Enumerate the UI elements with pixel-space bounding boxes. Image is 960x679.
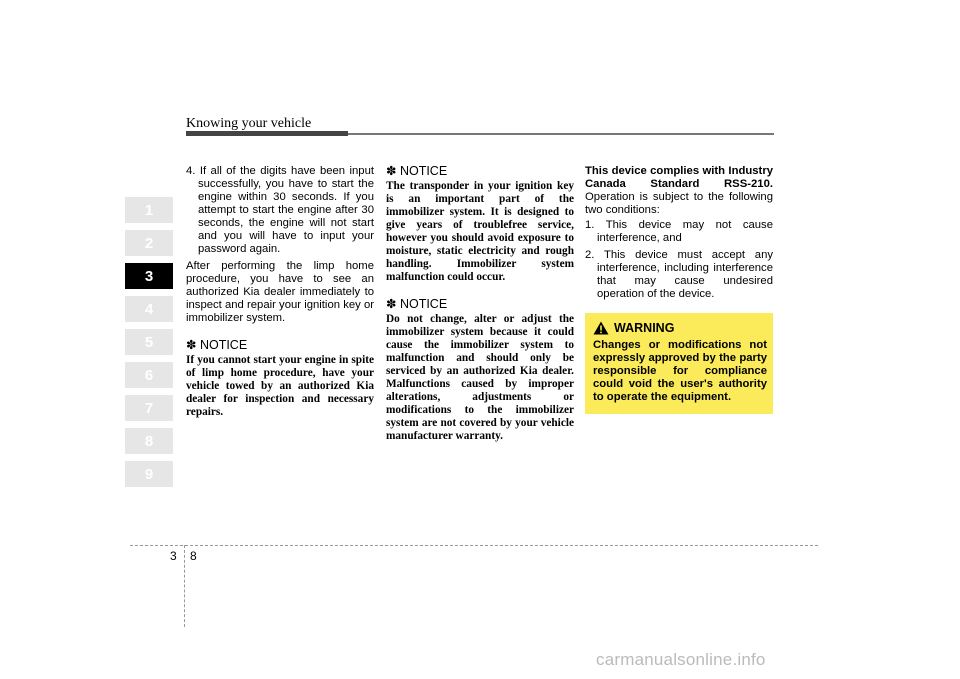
notice-1-body: The transponder in your ignition key is an important part of the immobilizer system. It is designed to give years of troublefree service, however you should avoid exposure to moisture, static electricity and rough handling. Immobilizer system malfunction could occur. <box>386 180 574 283</box>
notice-body: If you cannot start your engine in spite of limp home procedure, have your vehicle towed by an authorized Kia dealer for inspection and necessary repairs. <box>186 354 374 418</box>
chapter-tab-8[interactable]: 8 <box>125 428 173 454</box>
notice-2-body: Do not change, alter or adjust the immobilizer system because it could cause the immobilizer system to malfunction and should only be serviced by an authorized Kia dealer. Malfunctions caused by improper alterations, adjustments or modifications to the immobilizer system are not covered by your vehicle manufacturer warranty. <box>386 313 574 442</box>
chapter-tab-1[interactable]: 1 <box>125 197 173 223</box>
header-rule-thin <box>348 133 774 135</box>
chapter-tab-6[interactable]: 6 <box>125 362 173 388</box>
compliance-text <box>585 165 773 217</box>
text-column-1 <box>186 165 374 419</box>
warning-box <box>585 313 773 414</box>
watermark-text: carmanualsonline.info <box>596 650 766 669</box>
page-header-title: Knowing your vehicle <box>186 116 312 131</box>
notice-2-title: ✽ NOTICE <box>386 297 448 311</box>
compliance-rest: Operation is subject to the following two conditions: <box>585 191 773 216</box>
warning-header <box>593 321 767 335</box>
page-number: 8 <box>190 549 197 563</box>
text-column-2 <box>386 165 574 443</box>
notice-title: ✽ NOTICE <box>186 338 248 352</box>
chapter-tab-list <box>125 197 173 494</box>
compliance-bold: This device complies with Industry Canada Standard RSS-210. <box>585 165 773 190</box>
condition-2: 2. This device must accept any interference, including interference that may cause undesired operation of the device. <box>585 249 773 300</box>
footer-rule <box>130 545 818 546</box>
notice-1-title: ✽ NOTICE <box>386 164 448 178</box>
chapter-tab-4[interactable]: 4 <box>125 296 173 322</box>
chapter-tab-2[interactable]: 2 <box>125 230 173 256</box>
warning-text: Changes or modifications not expressly approved by the party responsible for compliance could void the user's authority to operate the equipment. <box>593 339 767 403</box>
text-column-3 <box>585 165 773 414</box>
warning-title: WARNING <box>614 320 675 335</box>
chapter-tab-7[interactable]: 7 <box>125 395 173 421</box>
header-rule-thick <box>186 131 348 136</box>
condition-1: 1. This device may not cause interference, and <box>585 219 773 244</box>
step-4-text: 4. If all of the digits have been input successfully, you have to start the engine within 30 seconds. If you attempt to start the engine after 30 seconds, the engine will not start and you will have to input your password again. <box>186 165 374 255</box>
chapter-tab-9[interactable]: 9 <box>125 461 173 487</box>
warning-triangle-icon <box>593 321 609 335</box>
footer-vertical-rule <box>184 545 185 627</box>
page-chapter-number: 3 <box>170 549 177 563</box>
chapter-tab-3[interactable]: 3 <box>125 263 173 289</box>
chapter-tab-5[interactable]: 5 <box>125 329 173 355</box>
after-limp-home-text: After performing the limp home procedure, you have to see an authorized Kia dealer immediately to inspect and repair your ignition key or immobilizer system. <box>186 260 374 324</box>
